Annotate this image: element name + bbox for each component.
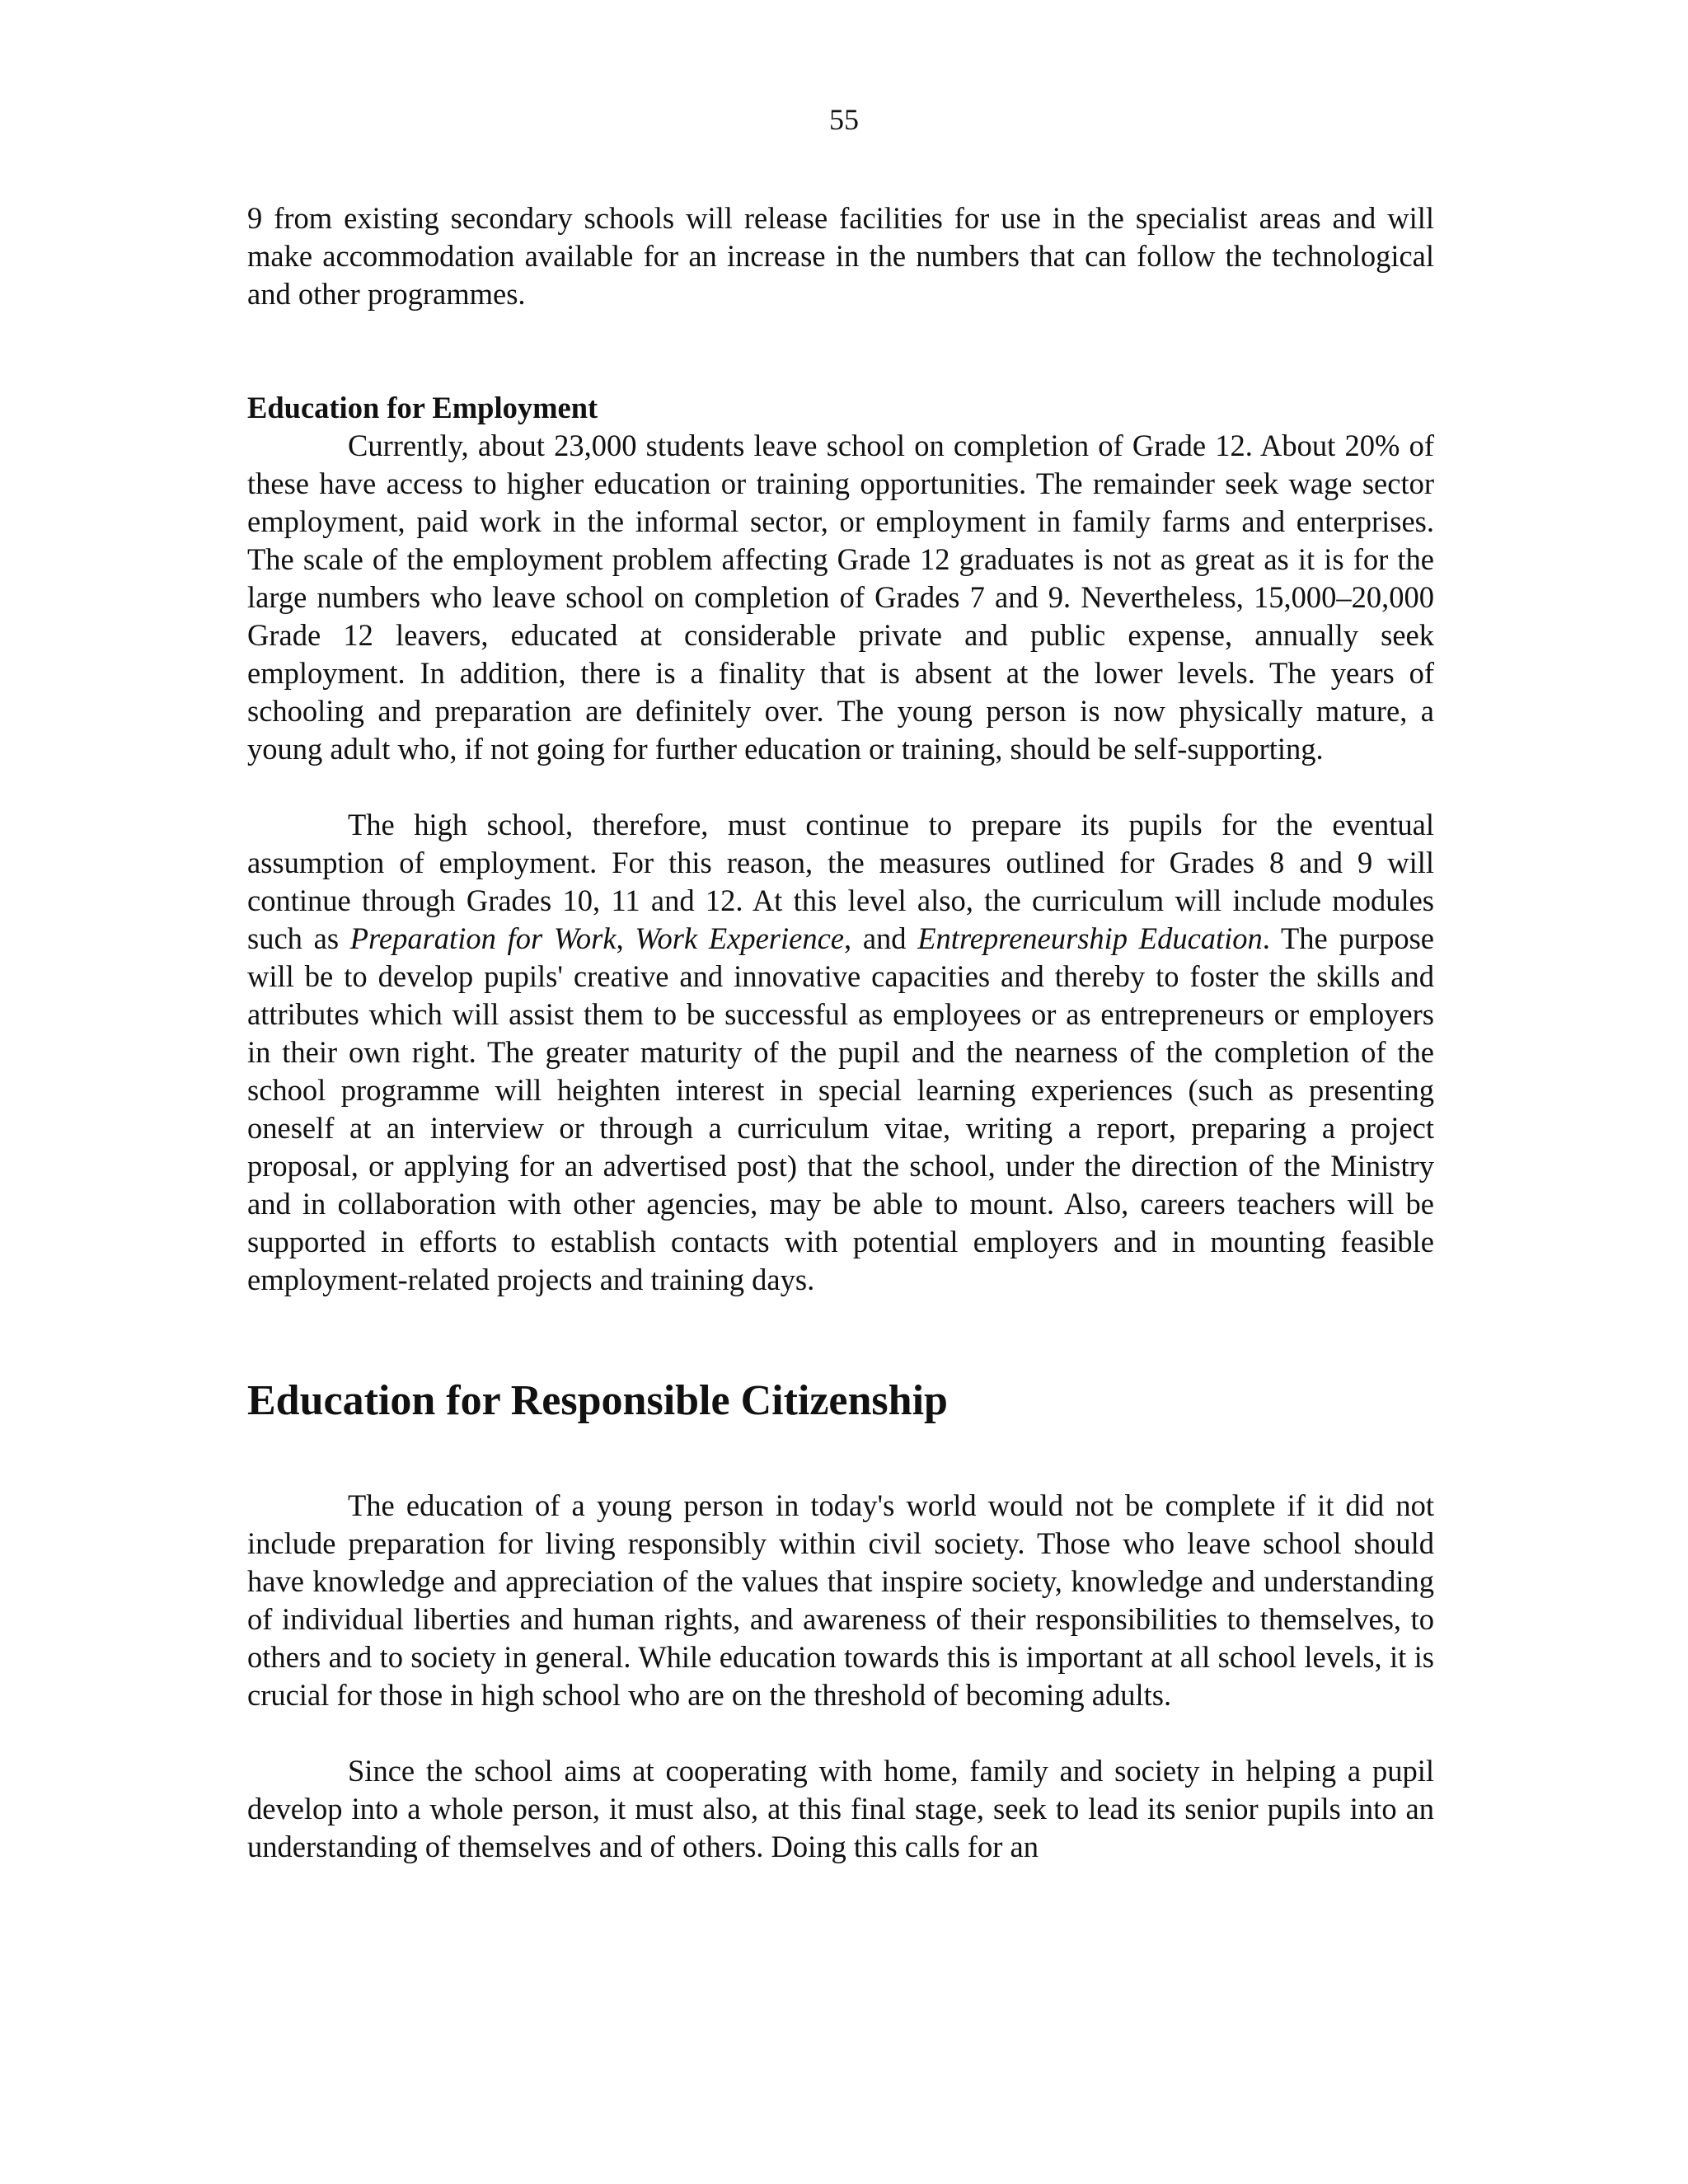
employment-paragraph-2-intro: The high school, therefore, must continue to prepare its pupils for the eventual assumption of employment. For this reason, the measures outlined for Grades 8 and 9 will continue through Grades 10, 11 and 12. At this level also, the curriculum will include modules such as	[247, 808, 1434, 955]
heading-education-for-responsible-citizenship: Education for Responsible Citizenship	[247, 1377, 948, 1424]
continuation-paragraph: 9 from existing secondary schools will release facilities for use in the specialist areas and will make accommodation available for an increase in the numbers that can follow the technological and other programmes.	[247, 201, 1434, 311]
employment-paragraph-1: Currently, about 23,000 students leave school on completion of Grade 12. About 20% of these have access to higher education or training opportunities. The remainder seek wage sector employment, paid work in the informal sector, or employment in family farms and enterprises. The scale of the employment problem affecting Grade 12 graduates is not as great as it is for the large numbers who leave school on completion of Grades 7 and 9. Nevertheless, 15,000–20,000 Grade 12 leavers, educated at considerable private and public expense, annually seek employment. In addition, there is a finality that is absent at the lower levels. The years of schooling and preparation are definitely over. The young person is now physically mature, a young adult who, if not going for further education or training, should be self-supporting.	[247, 429, 1434, 766]
citizenship-paragraph-2: Since the school aims at cooperating with home, family and society in helping a pupil develop into a whole person, it must also, at this final stage, seek to lead its senior pupils into an understanding of themselves and of others. Doing this calls for an	[247, 1754, 1434, 1863]
module-entrepreneurship-education: Entrepreneurship Education	[917, 921, 1263, 955]
heading-education-for-employment: Education for Employment	[247, 391, 598, 424]
employment-paragraph-2-body: . The purpose will be to develop pupils' creative and innovative capacities and thereby to foster the skills and attributes which will assist them to be successful as employees or as entrepreneurs or employers in their own right. The greater maturity of the pupil and the nearness of the completion of the school programme will heighten interest in special learning experiences (such as presenting oneself at an interview or through a curriculum vitae, writing a report, preparing a project proposal, or applying for an advertised post) that the school, under the direction of the Ministry and in collaboration with other agencies, may be able to mount. Also, careers teachers will be supported in efforts to establish contacts with potential employers and in mounting feasible employment-related projects and training days.	[247, 921, 1435, 1296]
module-preparation-for-work: Preparation for Work	[349, 921, 617, 955]
employment-paragraph-2	[247, 806, 1434, 1299]
page-body	[247, 199, 1434, 1866]
citizenship-paragraph-1: The education of a young person in today's world would not be complete if it did not include preparation for living responsibly within civil society. Those who leave school should have knowledge and appreciation of the values that inspire society, knowledge and understanding of individual liberties and human rights, and awareness of their responsibilities to themselves, to others and to society in general. While education towards this is important at all school levels, it is crucial for those in high school who are on the threshold of becoming adults.	[247, 1488, 1434, 1712]
module-separator: ,	[616, 921, 635, 955]
module-separator: , and	[844, 921, 918, 955]
page-number: 55	[829, 103, 859, 136]
module-work-experience: Work Experience	[635, 921, 844, 955]
